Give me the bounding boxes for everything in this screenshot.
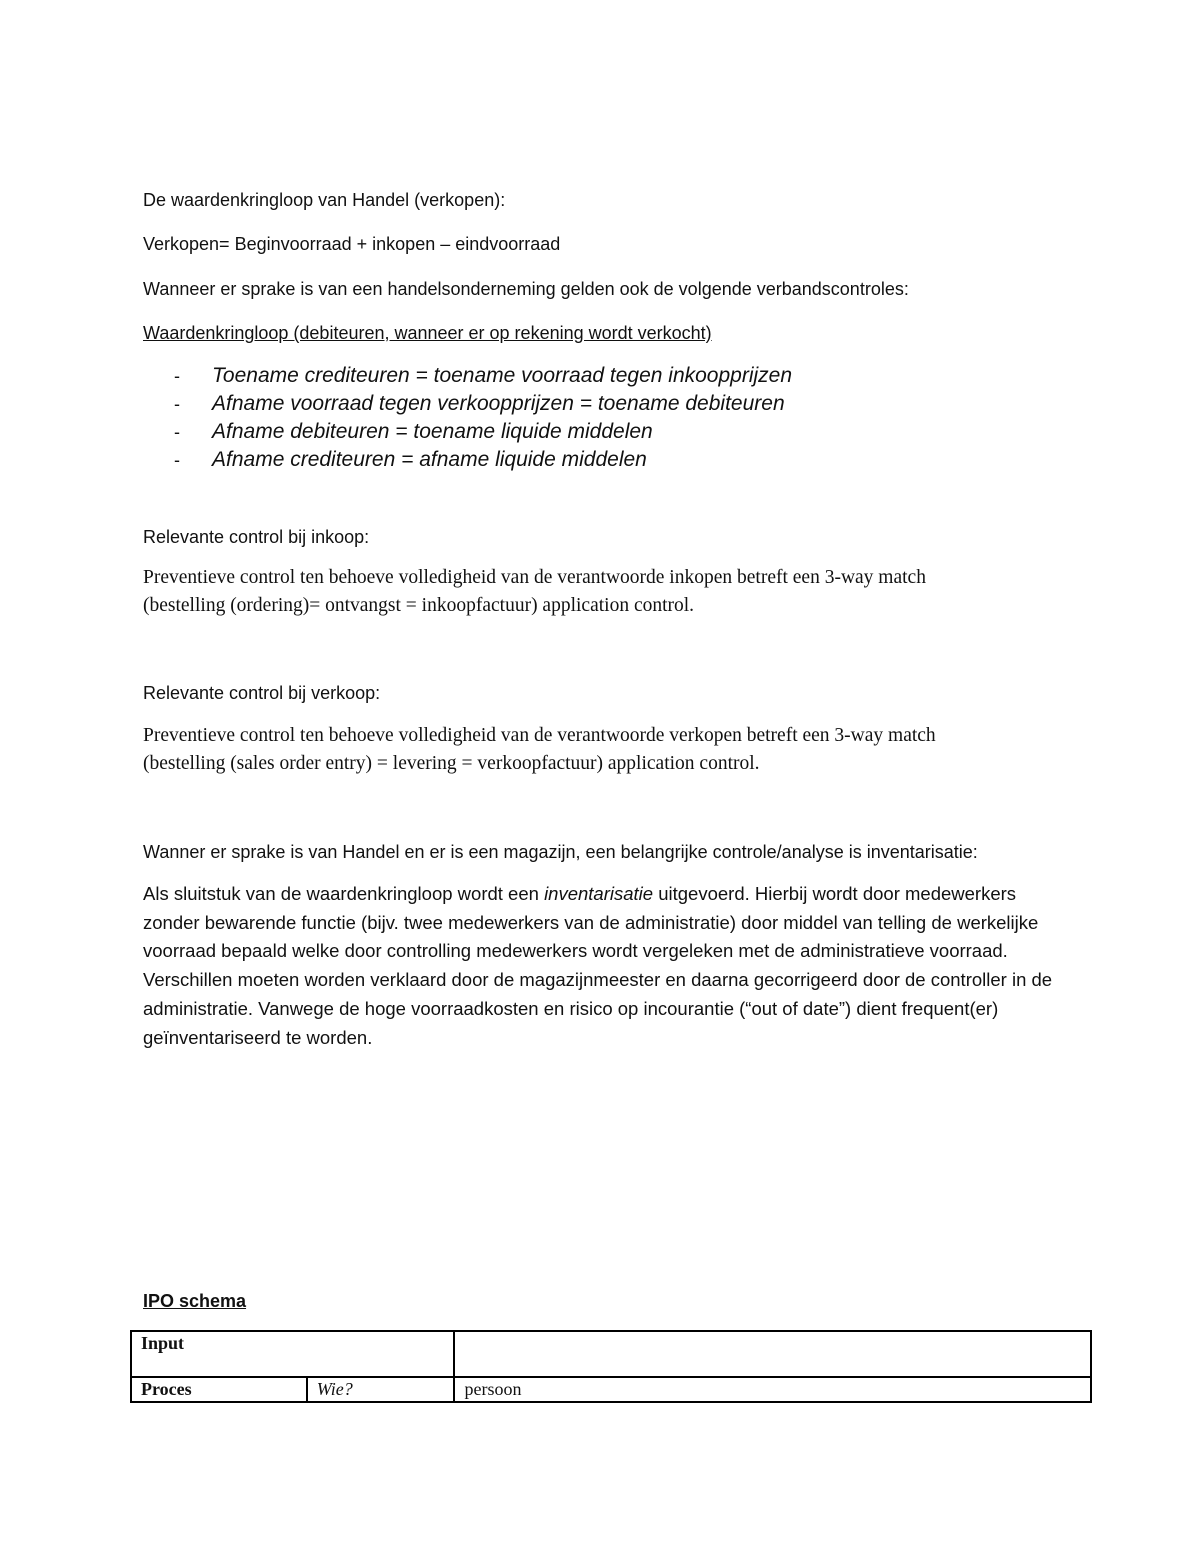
ipo-label-input: Input <box>131 1331 454 1377</box>
paragraph-text: Als sluitstuk van de waardenkringloop wordt een <box>143 883 545 904</box>
bullet-item: Afname debiteuren = toename liquide middelen <box>212 420 653 443</box>
heading-ipo-schema: IPO schema <box>143 1291 247 1311</box>
subheading-debiteuren: Waardenkringloop (debiteuren, wanneer er op rekening wordt verkocht) <box>143 323 712 343</box>
heading-inkoop: Relevante control bij inkoop: <box>143 527 370 547</box>
bullet-dash: - <box>174 366 180 386</box>
inkoop-text-line1: Preventieve control ten behoeve volledigheid van de verantwoorde inkopen betreft een 3-way match <box>143 567 926 588</box>
bullet-dash: - <box>174 394 180 414</box>
ipo-label-proces: Proces <box>131 1377 307 1402</box>
verkoop-text-line1: Preventieve control ten behoeve volledigheid van de verantwoorde verkopen betreft een 3-way match <box>143 725 936 746</box>
ipo-table <box>130 1330 1092 1403</box>
bullet-dash: - <box>174 422 180 442</box>
bullet-dash: - <box>174 450 180 470</box>
paragraph-emphasis: inventarisatie <box>544 883 654 904</box>
ipo-proces-value: persoon <box>454 1377 1091 1402</box>
heading-verkoop: Relevante control bij verkoop: <box>143 683 381 703</box>
ipo-input-cell <box>454 1331 1091 1377</box>
inkoop-text-line2: (bestelling (ordering)= ontvangst = inkoopfactuur) application control. <box>143 595 695 616</box>
table-row <box>131 1377 1091 1402</box>
bullet-item: Afname voorraad tegen verkoopprijzen = toename debiteuren <box>212 392 785 415</box>
formula-verkopen: Verkopen= Beginvoorraad + inkopen – eindvoorraad <box>143 234 561 254</box>
paragraph-text: uitgevoerd. Hierbij wordt door medewerkers zonder bewarende functie (bijv. twee medewerkers van de administratie) door middel van telling de werkelijke voorraad bepaald welke door controlling medewerkers wordt vergeleken met de administratieve voorraad. Verschillen moeten worden verklaard door de magazijnmeester en daarna gecorrigeerd door de controller in de administratie. Vanwege de hoge voorraadkosten en risico op incourantie (“out of date”) dient frequent(er) geïnventariseerd te worden. <box>143 883 1053 1048</box>
intro-verbandscontroles: Wanneer er sprake is van een handelsonderneming gelden ook de volgende verbandscontroles: <box>143 279 909 299</box>
ipo-proces-who: Wie? <box>307 1377 455 1402</box>
heading-magazijn: Wanner er sprake is van Handel en er is een magazijn, een belangrijke controle/analyse is inventarisatie: <box>143 842 978 862</box>
heading-waardenkringloop: De waardenkringloop van Handel (verkopen): <box>143 190 506 210</box>
bullet-item: Afname crediteuren = afname liquide middelen <box>212 448 647 471</box>
magazijn-paragraph <box>143 880 1073 1052</box>
verkoop-text-line2: (bestelling (sales order entry) = levering = verkoopfactuur) application control. <box>143 753 760 774</box>
table-row <box>131 1331 1091 1377</box>
bullet-item: Toename crediteuren = toename voorraad tegen inkoopprijzen <box>212 364 793 387</box>
